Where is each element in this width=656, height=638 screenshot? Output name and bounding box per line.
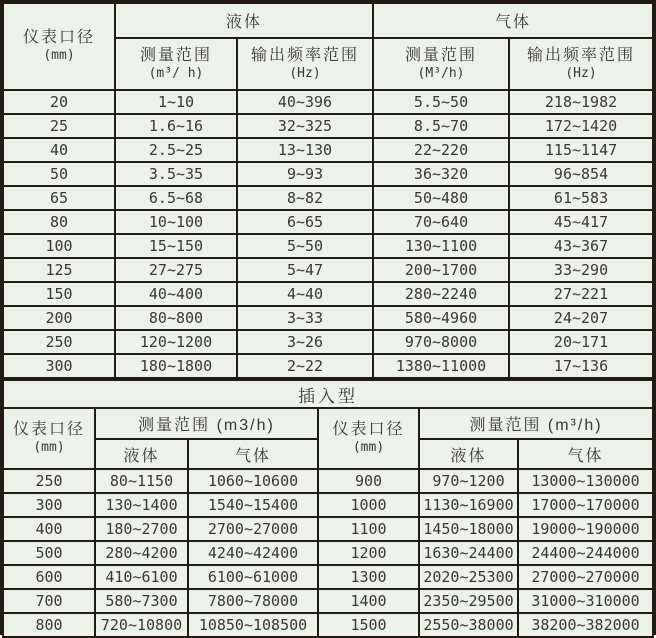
right-liquid-header: 液体 — [419, 439, 518, 469]
table-row — [3, 306, 653, 330]
liquid-range-cell: 80~800 — [115, 306, 237, 330]
table-row — [3, 234, 653, 258]
diameter-cell: 250 — [3, 469, 95, 493]
table-row — [3, 517, 653, 541]
gas-range-title: 测量范围 — [405, 46, 478, 64]
gas-range-cell: 580~4960 — [373, 306, 509, 330]
gas-group-header: 气体 — [373, 3, 653, 38]
liquid-range-cell: 580~7300 — [95, 589, 188, 613]
diameter-header-label: 仪表口径 — [22, 29, 95, 47]
left-liquid-header: 液体 — [95, 439, 188, 469]
liquid-range-cell: 10~100 — [115, 210, 237, 234]
table-row — [3, 138, 653, 162]
diameter-cell: 50 — [3, 162, 115, 186]
diameter-cell: 100 — [3, 234, 115, 258]
diameter-cell: 25 — [3, 114, 115, 138]
liquid-frequency-cell: 32~325 — [237, 114, 373, 138]
diameter-cell: 150 — [3, 282, 115, 306]
gas-frequency-cell: 24~207 — [509, 306, 653, 330]
diameter-cell: 800 — [3, 613, 95, 637]
gas-range-cell: 27000~270000 — [518, 565, 653, 589]
diameter-cell: 1200 — [318, 541, 419, 565]
gas-range-cell: 13000~130000 — [518, 469, 653, 493]
diameter-cell: 700 — [3, 589, 95, 613]
table-row — [3, 186, 653, 210]
liquid-range-cell: 1130~16900 — [419, 493, 518, 517]
liquid-range-cell: 2.5~25 — [115, 138, 237, 162]
table-row — [3, 541, 653, 565]
gas-frequency-cell: 96~854 — [509, 162, 653, 186]
liquid-range-cell: 410~6100 — [95, 565, 188, 589]
insertion-banner-row — [3, 380, 653, 408]
liquid-frequency-cell: 40~396 — [237, 90, 373, 114]
diameter-cell: 400 — [3, 517, 95, 541]
liquid-range-cell: 130~1400 — [95, 493, 188, 517]
gas-range-cell: 1380~11000 — [373, 354, 509, 378]
gas-range-cell: 24400~244000 — [518, 541, 653, 565]
diameter-cell: 1400 — [318, 589, 419, 613]
gas-frequency-cell: 45~417 — [509, 210, 653, 234]
liquid-range-cell: 1.6~16 — [115, 114, 237, 138]
table-row — [3, 469, 653, 493]
left-diameter-label: 仪表口径 — [12, 421, 85, 439]
diameter-cell: 300 — [3, 493, 95, 517]
gas-range-cell: 2700~27000 — [188, 517, 318, 541]
right-diameter-label: 仪表口径 — [332, 421, 405, 439]
table-row — [3, 162, 653, 186]
table-row — [3, 282, 653, 306]
liquid-range-cell: 120~1200 — [115, 330, 237, 354]
right-range-header: 测量范围 (m³/h) — [419, 408, 653, 439]
liquid-frequency-cell: 3~26 — [237, 330, 373, 354]
diameter-cell: 500 — [3, 541, 95, 565]
gas-range-cell: 38200~382000 — [518, 613, 653, 637]
liquid-range-cell: 2550~38000 — [419, 613, 518, 637]
liquid-range-cell: 1450~18000 — [419, 517, 518, 541]
diameter-header-unit: (mm) — [43, 48, 75, 64]
diameter-cell: 250 — [3, 330, 115, 354]
gas-frequency-cell: 172~1420 — [509, 114, 653, 138]
diameter-cell: 1100 — [318, 517, 419, 541]
gas-frequency-cell: 115~1147 — [509, 138, 653, 162]
liquid-range-cell: 27~275 — [115, 258, 237, 282]
gas-frequency-header — [509, 38, 653, 90]
gas-range-unit: (M³/h) — [417, 65, 465, 81]
liquid-frequency-cell: 5~47 — [237, 258, 373, 282]
main-table-body — [3, 90, 653, 378]
diameter-cell: 900 — [318, 469, 419, 493]
liquid-range-cell: 80~1150 — [95, 469, 188, 493]
liquid-frequency-cell: 9~93 — [237, 162, 373, 186]
main-flow-table — [2, 2, 654, 379]
liquid-range-cell: 180~2700 — [95, 517, 188, 541]
gas-range-cell: 1060~10600 — [188, 469, 318, 493]
gas-frequency-unit: (Hz) — [565, 65, 597, 81]
gas-range-cell: 970~8000 — [373, 330, 509, 354]
gas-range-cell: 50~480 — [373, 186, 509, 210]
right-diameter-header — [318, 408, 419, 469]
gas-range-cell: 280~2240 — [373, 282, 509, 306]
gas-frequency-cell: 43~367 — [509, 234, 653, 258]
gas-range-cell: 8.5~70 — [373, 114, 509, 138]
liquid-frequency-cell: 8~82 — [237, 186, 373, 210]
liquid-frequency-cell: 6~65 — [237, 210, 373, 234]
gas-range-cell: 7800~78000 — [188, 589, 318, 613]
diameter-cell: 1500 — [318, 613, 419, 637]
liquid-range-cell: 280~4200 — [95, 541, 188, 565]
gas-frequency-cell: 20~171 — [509, 330, 653, 354]
diameter-cell: 125 — [3, 258, 115, 282]
table-row — [3, 210, 653, 234]
diameter-cell: 1300 — [318, 565, 419, 589]
table-row — [3, 493, 653, 517]
gas-range-cell: 130~1100 — [373, 234, 509, 258]
gas-frequency-cell: 61~583 — [509, 186, 653, 210]
liquid-range-cell: 970~1200 — [419, 469, 518, 493]
gas-range-cell: 200~1700 — [373, 258, 509, 282]
gas-range-cell: 22~220 — [373, 138, 509, 162]
table-row — [3, 114, 653, 138]
diameter-cell: 600 — [3, 565, 95, 589]
main-header-row-1 — [3, 3, 653, 38]
left-gas-header: 气体 — [188, 439, 318, 469]
table-row — [3, 565, 653, 589]
gas-range-cell: 5.5~50 — [373, 90, 509, 114]
liquid-range-unit: (m³/ h) — [148, 65, 204, 81]
liquid-frequency-header — [237, 38, 373, 90]
gas-range-header — [373, 38, 509, 90]
gas-range-cell: 10850~108500 — [188, 613, 318, 637]
liquid-range-header — [115, 38, 237, 90]
liquid-range-cell: 1630~24400 — [419, 541, 518, 565]
gas-frequency-title: 输出频率范围 — [527, 46, 636, 64]
insertion-flow-table — [2, 379, 654, 638]
gas-frequency-cell: 218~1982 — [509, 90, 653, 114]
right-diameter-unit: (mm) — [352, 440, 385, 456]
table-row — [3, 589, 653, 613]
liquid-range-cell: 6.5~68 — [115, 186, 237, 210]
insertion-table-body — [3, 469, 653, 637]
gas-range-cell: 1540~15400 — [188, 493, 318, 517]
gas-range-cell: 70~640 — [373, 210, 509, 234]
diameter-cell: 300 — [3, 354, 115, 378]
gas-range-cell: 31000~310000 — [518, 589, 653, 613]
liquid-range-cell: 180~1800 — [115, 354, 237, 378]
diameter-header — [3, 3, 115, 90]
diameter-cell: 1000 — [318, 493, 419, 517]
gas-frequency-cell: 33~290 — [509, 258, 653, 282]
liquid-range-cell: 15~150 — [115, 234, 237, 258]
liquid-frequency-cell: 2~22 — [237, 354, 373, 378]
gas-frequency-cell: 27~221 — [509, 282, 653, 306]
gas-range-cell: 36~320 — [373, 162, 509, 186]
liquid-frequency-cell: 13~130 — [237, 138, 373, 162]
gas-range-cell: 4240~42400 — [188, 541, 318, 565]
left-diameter-header — [3, 408, 95, 469]
liquid-range-cell: 2020~25300 — [419, 565, 518, 589]
table-row — [3, 90, 653, 114]
liquid-range-title: 测量范围 — [139, 46, 212, 64]
insertion-title: 插入型 — [3, 380, 653, 408]
liquid-range-cell: 3.5~35 — [115, 162, 237, 186]
gas-range-cell: 6100~61000 — [188, 565, 318, 589]
table-row — [3, 258, 653, 282]
liquid-group-header: 液体 — [115, 3, 373, 38]
liquid-frequency-title: 输出频率范围 — [251, 46, 360, 64]
table-row — [3, 613, 653, 637]
insertion-header-row-1 — [3, 408, 653, 439]
liquid-range-cell: 1~10 — [115, 90, 237, 114]
table-row — [3, 330, 653, 354]
table-row — [3, 354, 653, 378]
liquid-range-cell: 2350~29500 — [419, 589, 518, 613]
diameter-cell: 40 — [3, 138, 115, 162]
liquid-frequency-cell: 5~50 — [237, 234, 373, 258]
liquid-range-cell: 40~400 — [115, 282, 237, 306]
liquid-range-cell: 720~10800 — [95, 613, 188, 637]
liquid-frequency-cell: 3~33 — [237, 306, 373, 330]
diameter-cell: 200 — [3, 306, 115, 330]
liquid-frequency-unit: (Hz) — [289, 65, 321, 81]
diameter-cell: 20 — [3, 90, 115, 114]
diameter-cell: 65 — [3, 186, 115, 210]
liquid-frequency-cell: 4~40 — [237, 282, 373, 306]
gas-range-cell: 19000~190000 — [518, 517, 653, 541]
gas-frequency-cell: 17~136 — [509, 354, 653, 378]
right-gas-header: 气体 — [518, 439, 653, 469]
left-range-header: 测量范围 (m3/h) — [95, 408, 318, 439]
gas-range-cell: 17000~170000 — [518, 493, 653, 517]
diameter-cell: 80 — [3, 210, 115, 234]
left-diameter-unit: (mm) — [33, 440, 65, 456]
